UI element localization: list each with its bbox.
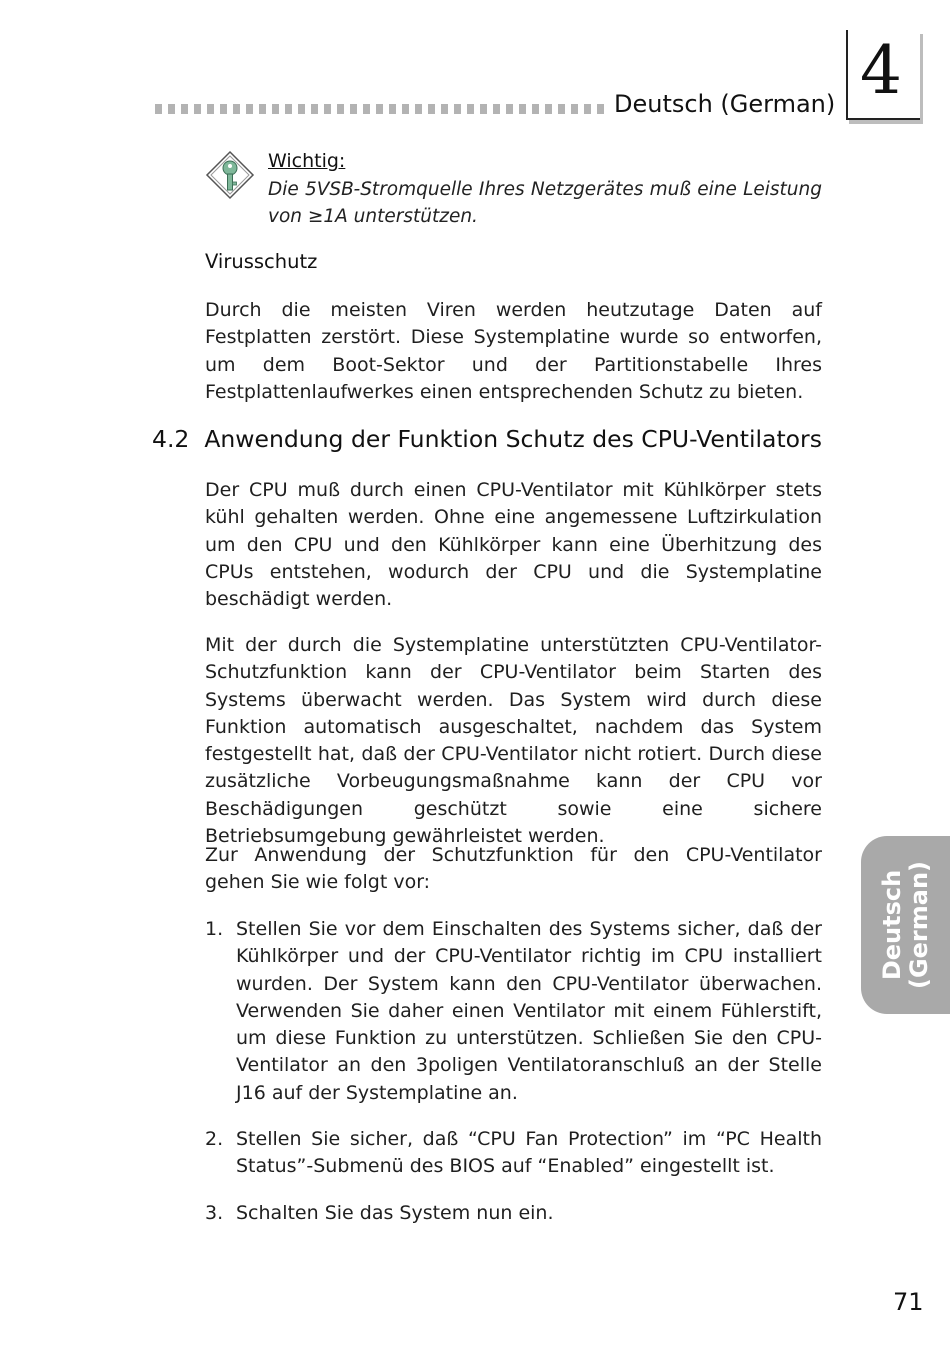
paragraph-3: Zur Anwendung der Schutzfunktion für den CPU-Ventilator gehen Sie wie folgt vor: [205, 844, 822, 894]
list-item-number: 3. [205, 1202, 224, 1224]
list-item-text: Stellen Sie sicher, daß “CPU Fan Protection” im “PC Health Status”-Submenü des BIOS auf “Enabled” eingestellt ist. [236, 1128, 822, 1178]
page-number: 71 [893, 1288, 924, 1316]
header-title: Deutsch (German) [614, 90, 836, 118]
note-label: Wichtig: [268, 150, 346, 172]
side-tab-line2: (German) [904, 860, 933, 990]
virus-paragraph: Durch die meisten Viren werden heutzutage Daten auf Festplatten zerstört. Diese Systemplatine wurde so entworfen, um dem Boot-Sektor und der Partitionstabelle Ihres Festplattenlaufwerkes einen entsprechenden Schutz zu bieten. [205, 299, 822, 403]
key-icon [205, 150, 255, 200]
note-text: Die 5VSB-Stromquelle Ihres Netzgerätes muß eine Leistung von ≥1A unterstützen. [268, 179, 822, 227]
side-tab-line1: Deutsch [877, 869, 906, 981]
side-tab-label [879, 861, 933, 989]
list-item [205, 916, 822, 1107]
list-item-text: Stellen Sie vor dem Einschalten des Systems sicher, daß der Kühlkörper und der CPU-Ventilator richtig im CPU installiert wurden. Der System kann den CPU-Ventilator überwachen. Verwenden Sie daher einen Ventilator mit einem Fühlerstift, um diese Funktion zu unterstützen. Schließen Sie den CPU-Ventilator an den 3poligen Ventilatoranschluß an der Stelle J16 auf der Systemplatine an. [236, 918, 822, 1104]
list-item-number: 2. [205, 1128, 224, 1150]
list-item [205, 1126, 822, 1181]
header-dotted-rule [155, 104, 605, 114]
chapter-number: 4 [860, 32, 902, 109]
paragraph-2: Mit der durch die Systemplatine unterstützten CPU-Ventilator-Schutzfunktion kann der CPU-Ventilator beim Starten des Systems überwacht werden. Das System wird durch diese Funktion automatisch ausgeschaltet, nachdem das System festgestellt hat, daß der CPU-Ventilator nicht rotiert. Durch diese zusätzliche Vorbeugungsmaßnahme kann der CPU vor Beschädigungen geschützt sowie eine sichere Betriebsumgebung gewährleistet werden. [205, 634, 822, 848]
list-item [205, 1200, 822, 1227]
language-side-tab [861, 836, 950, 1014]
paragraph-1: Der CPU muß durch einen CPU-Ventilator mit Kühlkörper stets kühl gehalten werden. Ohne eine angemessene Luftzirkulation um den CPU und den Kühlkörper kann eine Überhitzung des CPUs entstehen, wodurch der CPU und die Systemplatine beschädigt werden. [205, 479, 822, 611]
list-item-text: Schalten Sie das System nun ein. [236, 1202, 554, 1224]
list-item-number: 1. [205, 918, 224, 940]
virus-heading: Virusschutz [205, 250, 318, 273]
section-heading: 4.2 Anwendung der Funktion Schutz des CPU-Ventilators [152, 425, 822, 453]
